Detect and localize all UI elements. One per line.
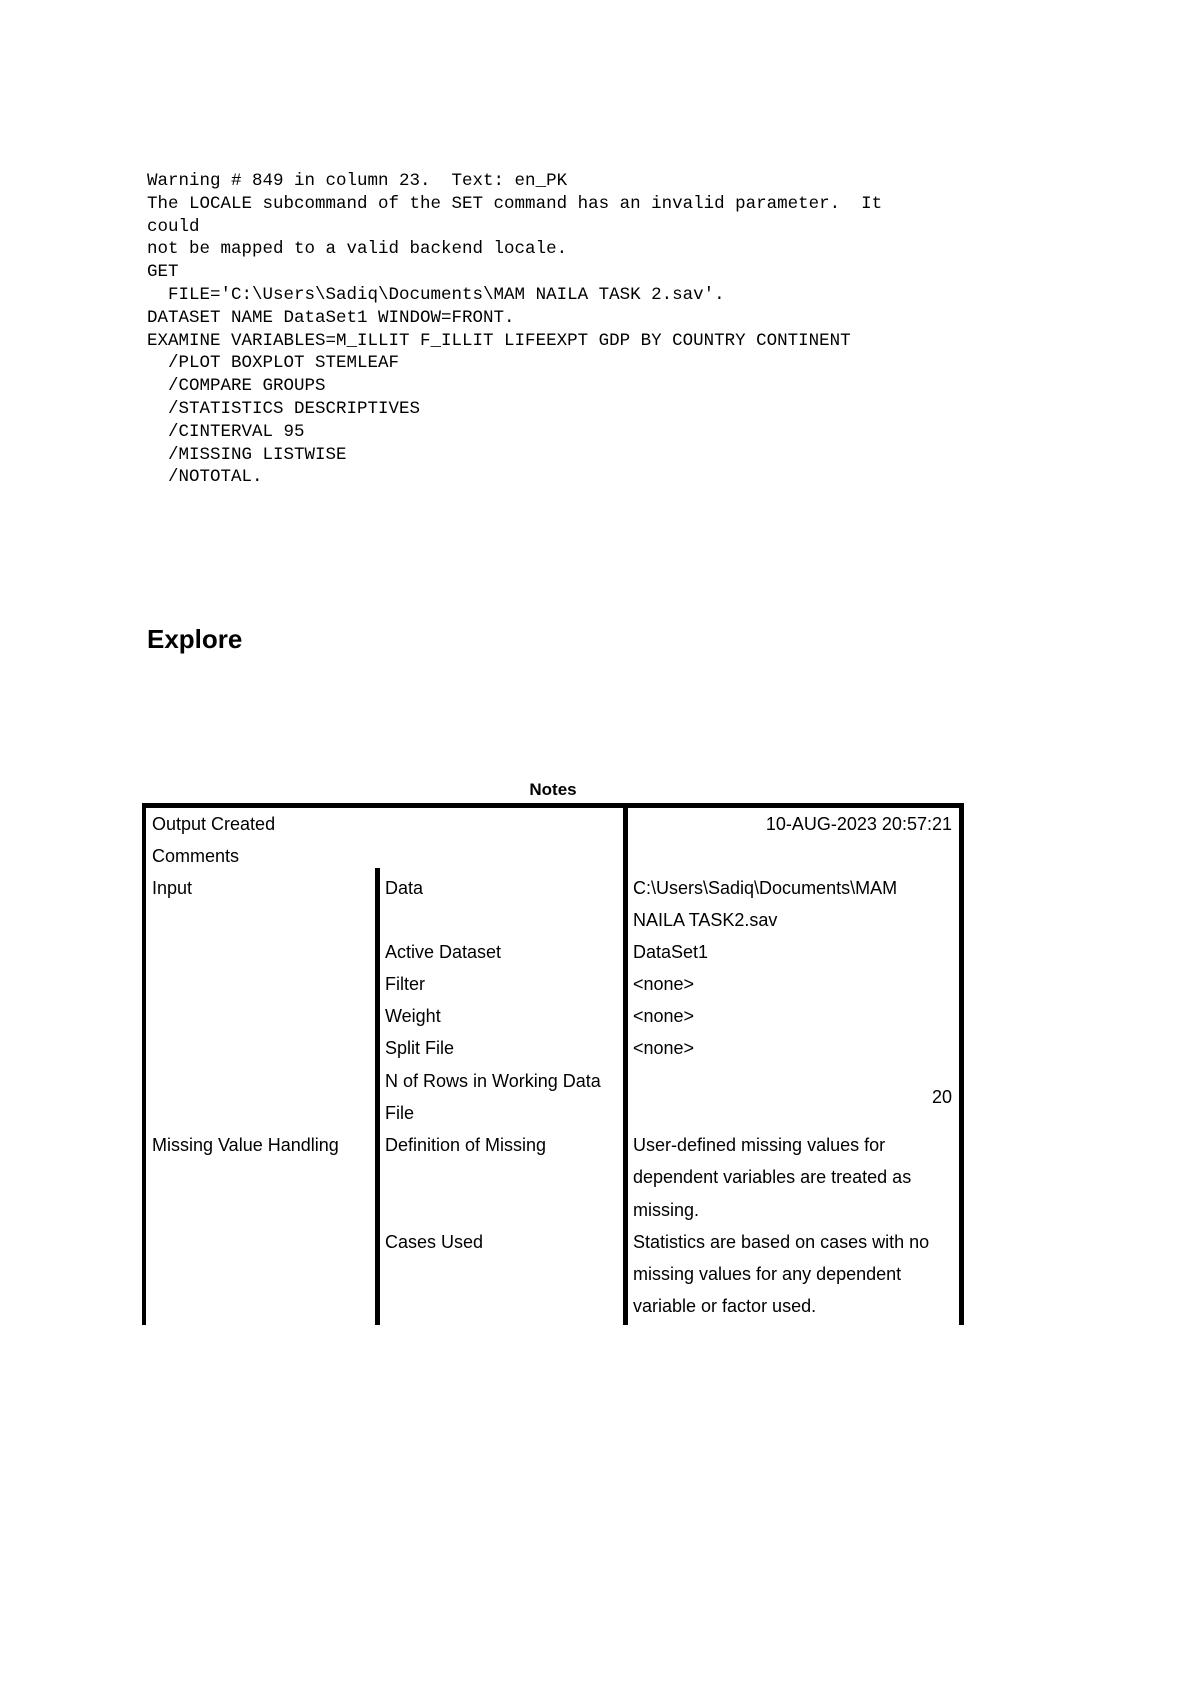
n-rows-label-line1: N of Rows in Working Data	[385, 1071, 601, 1091]
comments-label: Comments	[152, 846, 240, 866]
cases-used-label: Cases Used	[385, 1232, 484, 1252]
data-label: Data	[385, 878, 424, 898]
filter-value: <none>	[633, 974, 695, 994]
output-created-label: Output Created	[152, 814, 276, 834]
syntax-line: not be mapped to a valid backend locale.	[147, 239, 568, 260]
filter-label: Filter	[385, 974, 425, 994]
definition-missing-label: Definition of Missing	[385, 1135, 547, 1155]
split-file-value: <none>	[633, 1038, 695, 1058]
sublabel-column-divider	[375, 868, 380, 1325]
table-border-right	[959, 803, 964, 1325]
active-dataset-value: DataSet1	[633, 942, 709, 962]
syntax-line: DATASET NAME DataSet1 WINDOW=FRONT.	[147, 307, 515, 328]
table-border-left	[142, 803, 146, 1325]
output-created-value: 10-AUG-2023 20:57:21	[765, 814, 952, 834]
cases-used-line1: Statistics are based on cases with no	[633, 1232, 930, 1252]
syntax-line: /PLOT BOXPLOT STEMLEAF	[147, 353, 400, 374]
syntax-line: /NOTOTAL.	[147, 467, 263, 488]
syntax-line: /COMPARE GROUPS	[147, 376, 326, 397]
data-value-line1: C:\Users\Sadiq\Documents\MAM	[633, 878, 898, 898]
definition-missing-line1: User-defined missing values for	[633, 1135, 886, 1155]
weight-label: Weight	[385, 1006, 441, 1026]
notes-table	[142, 803, 964, 1325]
weight-value: <none>	[633, 1006, 695, 1026]
missing-handling-label: Missing Value Handling	[152, 1135, 339, 1155]
notes-table-title: Notes	[529, 780, 577, 799]
syntax-log	[147, 170, 1047, 489]
syntax-line: /STATISTICS DESCRIPTIVES	[147, 398, 421, 419]
syntax-line: /MISSING LISTWISE	[147, 444, 347, 465]
data-value-line2: NAILA TASK2.sav	[633, 910, 778, 930]
n-rows-label-line2: File	[385, 1103, 415, 1123]
syntax-line: EXAMINE VARIABLES=M_ILLIT F_ILLIT LIFEEXPT GDP BY COUNTRY CONTINENT	[147, 330, 851, 351]
syntax-line: GET	[147, 262, 179, 283]
syntax-line: Warning # 849 in column 23. Text: en_PK	[147, 171, 568, 191]
syntax-line: could	[147, 216, 200, 237]
definition-missing-line2: dependent variables are treated as	[633, 1167, 912, 1187]
section-title: Explore	[147, 624, 243, 654]
value-column-divider	[623, 803, 628, 1325]
split-file-label: Split File	[385, 1038, 455, 1058]
cases-used-line3: variable or factor used.	[633, 1296, 817, 1316]
n-rows-value: 20	[931, 1087, 952, 1107]
syntax-line: FILE='C:\Users\Sadiq\Documents\MAM NAILA TASK 2.sav'.	[147, 284, 725, 305]
cases-used-line2: missing values for any dependent	[633, 1264, 902, 1284]
syntax-line: /CINTERVAL 95	[147, 421, 305, 442]
definition-missing-line3: missing.	[633, 1200, 700, 1220]
syntax-line: The LOCALE subcommand of the SET command has an invalid parameter. It	[147, 193, 883, 214]
input-label: Input	[152, 878, 193, 898]
active-dataset-label: Active Dataset	[385, 942, 502, 962]
